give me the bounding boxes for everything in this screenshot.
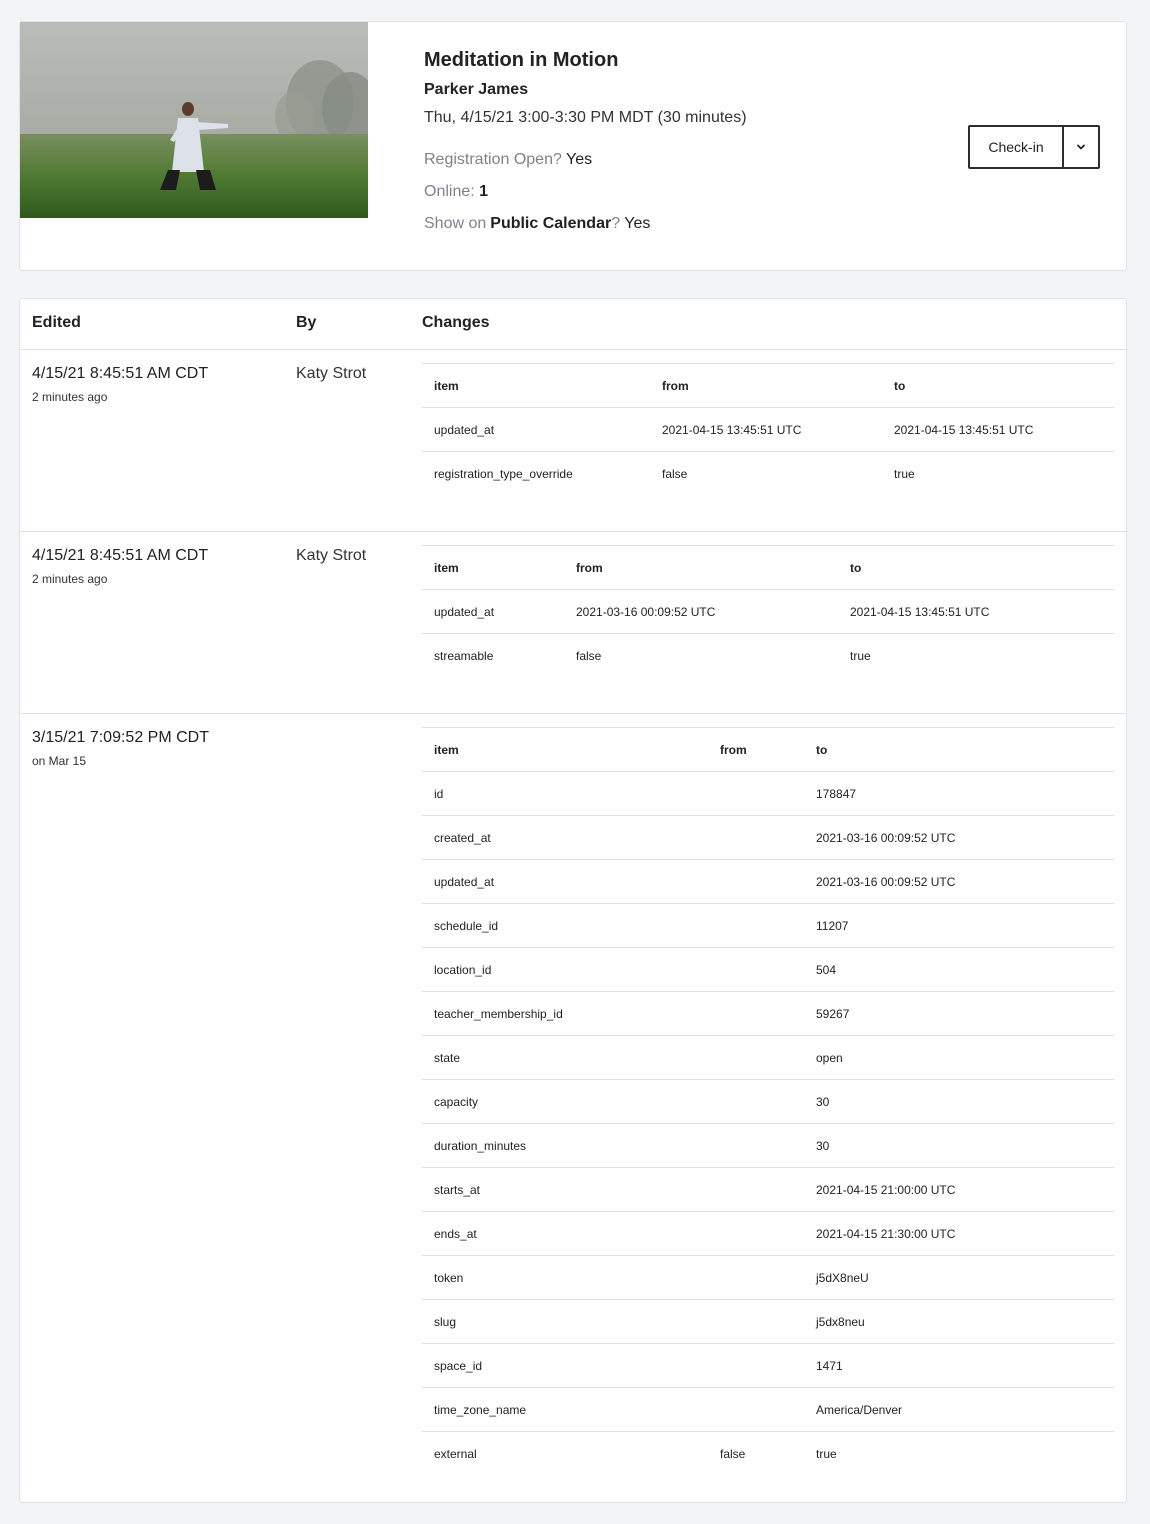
history-row [20, 350, 1126, 532]
change-from: false [564, 634, 838, 678]
history-row [20, 714, 1126, 1512]
change-row [422, 1432, 1114, 1476]
change-item: registration_type_override [422, 452, 650, 496]
event-title: Meditation in Motion [424, 49, 619, 71]
change-from [708, 1344, 804, 1388]
changes-header-from: from [564, 546, 838, 590]
change-item: time_zone_name [422, 1388, 708, 1432]
change-item: schedule_id [422, 904, 708, 948]
change-row [422, 904, 1114, 948]
changes-header-to: to [882, 364, 1114, 408]
change-row [422, 948, 1114, 992]
change-to: j5dx8neu [804, 1300, 1114, 1344]
change-to: 2021-04-15 21:00:00 UTC [804, 1168, 1114, 1212]
change-row [422, 992, 1114, 1036]
change-to: 11207 [804, 904, 1114, 948]
event-teacher: Parker James [424, 81, 529, 98]
change-to: j5dX8neU [804, 1256, 1114, 1300]
changes-header-to: to [838, 546, 1114, 590]
change-row [422, 408, 1114, 452]
header-changes: Changes [422, 314, 490, 331]
change-from [708, 816, 804, 860]
checkin-button-group [968, 125, 1100, 169]
checkin-dropdown-toggle[interactable] [1062, 127, 1098, 167]
change-to: 504 [804, 948, 1114, 992]
change-to: true [804, 1432, 1114, 1476]
change-row [422, 1080, 1114, 1124]
change-from [708, 904, 804, 948]
change-item: duration_minutes [422, 1124, 708, 1168]
change-item: teacher_membership_id [422, 992, 708, 1036]
history-date: 3/15/21 7:09:52 PM CDT [32, 729, 209, 746]
event-photo [20, 22, 368, 218]
change-row [422, 860, 1114, 904]
changes-header-from: from [650, 364, 882, 408]
change-from [708, 1388, 804, 1432]
changes-header-item: item [422, 728, 708, 772]
registration-open-value: Yes [566, 151, 593, 168]
changes-header-from: from [708, 728, 804, 772]
change-from: 2021-04-15 13:45:51 UTC [650, 408, 882, 452]
header-edited: Edited [32, 314, 81, 331]
change-from [708, 1036, 804, 1080]
change-row [422, 1036, 1114, 1080]
change-from: false [650, 452, 882, 496]
registration-open-label: Registration Open? [424, 151, 562, 168]
change-to: open [804, 1036, 1114, 1080]
checkin-button[interactable]: Check-in [970, 127, 1062, 167]
change-from [708, 1256, 804, 1300]
change-to: 178847 [804, 772, 1114, 816]
change-item: token [422, 1256, 708, 1300]
change-row [422, 634, 1114, 678]
changes-table [422, 363, 1114, 496]
change-row [422, 1256, 1114, 1300]
history-rows [20, 350, 1126, 1512]
online-label: Online: [424, 183, 475, 200]
history-editor: Katy Strot [296, 547, 367, 564]
change-row [422, 772, 1114, 816]
change-from [708, 1124, 804, 1168]
change-from [708, 1212, 804, 1256]
history-row [20, 532, 1126, 714]
online-value: 1 [479, 183, 489, 200]
edit-history-card [19, 298, 1127, 1503]
change-from [708, 1168, 804, 1212]
public-calendar-label-prefix: Show on [424, 215, 487, 232]
change-item: capacity [422, 1080, 708, 1124]
history-relative-time: 2 minutes ago [32, 572, 108, 586]
change-item: ends_at [422, 1212, 708, 1256]
history-when [32, 546, 208, 586]
change-to: 30 [804, 1080, 1114, 1124]
change-row [422, 452, 1114, 496]
public-calendar-label-suffix: ? [611, 215, 621, 232]
change-item: updated_at [422, 408, 650, 452]
tai-chi-photo-icon [20, 22, 368, 218]
change-to: 2021-03-16 00:09:52 UTC [804, 860, 1114, 904]
change-row [422, 1300, 1114, 1344]
event-datetime: Thu, 4/15/21 3:00-3:30 PM MDT (30 minutes) [424, 109, 747, 126]
change-row [422, 1124, 1114, 1168]
change-item: updated_at [422, 860, 708, 904]
history-date: 4/15/21 8:45:51 AM CDT [32, 547, 209, 564]
change-to: true [882, 452, 1114, 496]
change-to: 2021-03-16 00:09:52 UTC [804, 816, 1114, 860]
change-row [422, 1388, 1114, 1432]
change-item: slug [422, 1300, 708, 1344]
change-row [422, 816, 1114, 860]
history-when [32, 728, 209, 768]
change-to: 30 [804, 1124, 1114, 1168]
change-from [708, 992, 804, 1036]
change-row [422, 590, 1114, 634]
change-item: updated_at [422, 590, 564, 634]
change-from: false [708, 1432, 804, 1476]
change-item: starts_at [422, 1168, 708, 1212]
change-row [422, 1212, 1114, 1256]
changes-header-item: item [422, 364, 650, 408]
changes-header-to: to [804, 728, 1114, 772]
change-item: location_id [422, 948, 708, 992]
history-relative-time: 2 minutes ago [32, 390, 108, 404]
history-date: 4/15/21 8:45:51 AM CDT [32, 365, 209, 382]
event-card [19, 21, 1127, 271]
changes-table [422, 545, 1114, 678]
change-item: streamable [422, 634, 564, 678]
online-row [424, 182, 904, 202]
change-item: id [422, 772, 708, 816]
change-item: external [422, 1432, 708, 1476]
changes-table [422, 727, 1114, 1476]
change-row [422, 1168, 1114, 1212]
change-to: 2021-04-15 13:45:51 UTC [882, 408, 1114, 452]
history-header [20, 299, 1126, 350]
change-item: space_id [422, 1344, 708, 1388]
history-relative-time: on Mar 15 [32, 754, 87, 768]
change-from [708, 860, 804, 904]
header-by: By [296, 314, 317, 331]
changes-header-row [422, 728, 1114, 772]
change-to: 2021-04-15 21:30:00 UTC [804, 1212, 1114, 1256]
public-calendar-value: Yes [624, 215, 651, 232]
change-to: true [838, 634, 1114, 678]
changes-header-row [422, 546, 1114, 590]
public-calendar-row [424, 214, 904, 234]
change-from [708, 948, 804, 992]
history-when [32, 364, 208, 404]
event-info [424, 48, 904, 234]
chevron-down-icon [1076, 143, 1086, 151]
change-from [708, 1080, 804, 1124]
changes-header-item: item [422, 546, 564, 590]
changes-header-row [422, 364, 1114, 408]
change-to: 59267 [804, 992, 1114, 1036]
history-editor: Katy Strot [296, 365, 367, 382]
change-from: 2021-03-16 00:09:52 UTC [564, 590, 838, 634]
change-to: 1471 [804, 1344, 1114, 1388]
public-calendar-label: Public Calendar [490, 215, 612, 232]
change-item: created_at [422, 816, 708, 860]
change-from [708, 772, 804, 816]
change-from [708, 1300, 804, 1344]
change-item: state [422, 1036, 708, 1080]
change-to: America/Denver [804, 1388, 1114, 1432]
change-to: 2021-04-15 13:45:51 UTC [838, 590, 1114, 634]
change-row [422, 1344, 1114, 1388]
registration-open-row [424, 150, 904, 170]
